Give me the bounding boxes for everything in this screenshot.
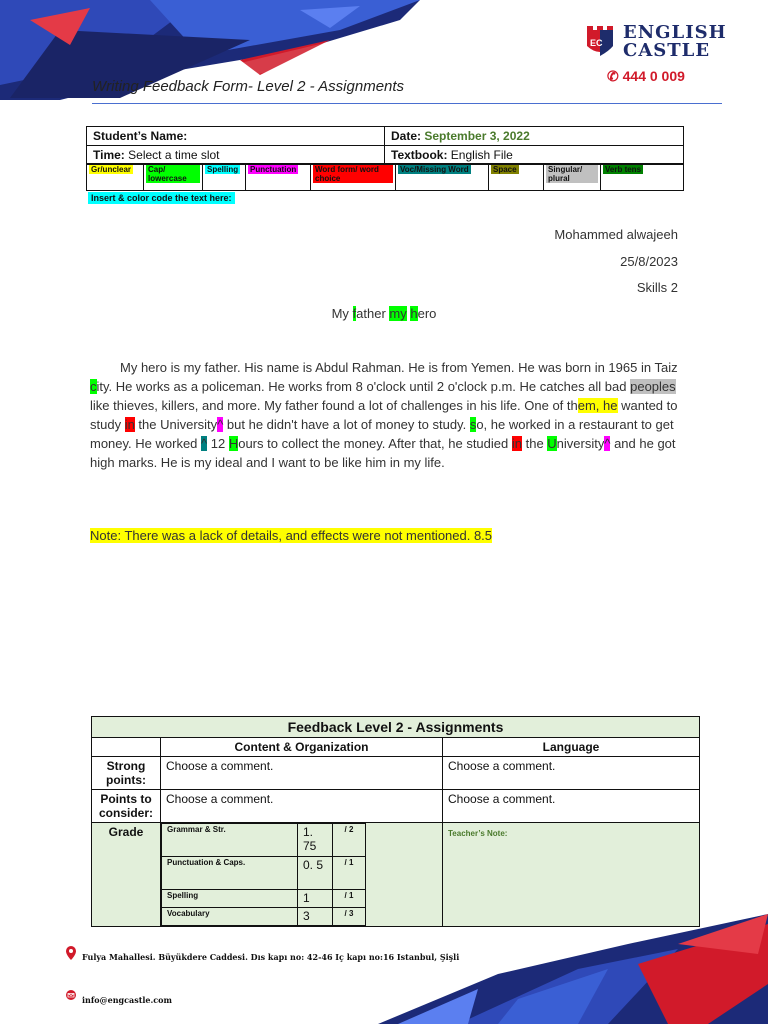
phone-number: ✆ 444 0 009: [607, 68, 685, 84]
consider-content-comment[interactable]: Choose a comment.: [161, 790, 443, 823]
essay-paragraph[interactable]: My hero is my father. His name is Abdul Rahman. He is from Yemen. He was born in 1965 in Taiz city. He works as a policeman. He works from 8 o'clock until 2 o'clock p.m. He catches all bad peoples like thieves, killers, and more. My father found a lot of challenges in his life. One of them, he wanted to study in the University^ but he didn't have a lot of money to study. so, he worked in a restaurant to get money. He worked ^ 12 Hours to collect the money. After that, he studied in the University^ and he got high marks. He is my ideal and I want to be like him in my life.: [90, 360, 678, 470]
header-divider: [92, 103, 722, 104]
logo-letters: EC: [590, 38, 603, 48]
grade-category: Vocabulary: [162, 908, 298, 926]
grade-breakdown: [161, 823, 443, 927]
legend-item: Singular/ plural: [544, 164, 601, 191]
legend-item: Verb tens: [601, 164, 684, 191]
consider-language-comment[interactable]: Choose a comment.: [443, 790, 700, 823]
brand-name-line2: CASTLE: [623, 40, 711, 61]
textbook-cell: Textbook: English File: [385, 146, 684, 165]
grade-score[interactable]: 3: [298, 908, 333, 926]
grade-score[interactable]: 1. 75: [298, 824, 333, 857]
legend-item: Voc/Missing Word: [396, 164, 489, 191]
date-cell[interactable]: Date: September 3, 2022: [385, 127, 684, 146]
location-pin-icon: [66, 946, 76, 960]
feedback-title: Feedback Level 2 - Assignments: [92, 717, 700, 738]
grade-category: Grammar & Str.: [162, 824, 298, 857]
legend-item: Gr/unclear: [87, 164, 144, 191]
footer-address: Fulya Mahallesi. Büyükdere Caddesi. Dıs kapı no: 42-46 Iç kapı no:16 Istanbul, Şişli: [82, 952, 460, 962]
time-slot-select: Select a time slot: [128, 148, 220, 162]
teacher-note-label: Teacher’s Note:: [448, 829, 508, 838]
blank-cell: [92, 738, 161, 757]
brand-name-line1: ENGLISH: [623, 22, 727, 43]
footer-banner-art: [378, 914, 768, 1024]
strong-points-label: Strong points:: [92, 757, 161, 790]
legend-item: Punctuation: [246, 164, 311, 191]
grade-score[interactable]: 1: [298, 890, 333, 908]
grade-max: / 2: [333, 824, 366, 857]
essay-title: My father my hero: [331, 306, 437, 321]
grade-max: / 1: [333, 890, 366, 908]
language-header: Language: [443, 738, 700, 757]
form-title: Writing Feedback Form- Level 2 - Assignments: [92, 78, 405, 95]
email-icon: [66, 990, 76, 1000]
strong-language-comment[interactable]: Choose a comment.: [443, 757, 700, 790]
essay-date: 25/8/2023: [620, 254, 678, 269]
teacher-note-cell[interactable]: [443, 823, 700, 927]
color-code-legend: [86, 163, 684, 191]
content-organization-header: Content & Organization: [161, 738, 443, 757]
student-info-table: [86, 126, 684, 165]
time-cell[interactable]: Time: Select a time slot: [87, 146, 385, 165]
grade-max: / 1: [333, 857, 366, 890]
legend-item: Word form/ word choice: [311, 164, 396, 191]
grade-label: Grade: [92, 823, 161, 927]
footer-email[interactable]: info@engcastle.com: [82, 995, 172, 1005]
feedback-table: [91, 716, 700, 927]
teacher-note: Note: There was a lack of details, and effects were not mentioned. 8.5: [90, 528, 493, 543]
grade-max: / 3: [333, 908, 366, 926]
author-name: Mohammed alwajeeh: [554, 227, 678, 242]
course-name: Skills 2: [636, 280, 678, 295]
legend-item: Cap/ lowercase: [144, 164, 203, 191]
castle-logo-icon: [585, 24, 615, 58]
student-name-cell[interactable]: Student’s Name:: [87, 127, 385, 146]
grade-score[interactable]: 0. 5: [298, 857, 333, 890]
insert-text-instruction: Insert & color code the text here:: [88, 192, 235, 204]
date-value: September 3, 2022: [424, 129, 530, 143]
strong-content-comment[interactable]: Choose a comment.: [161, 757, 443, 790]
legend-item: Space: [489, 164, 544, 191]
brand-logo: [585, 22, 725, 62]
grade-category: Spelling: [162, 890, 298, 908]
points-to-consider-label: Points to consider:: [92, 790, 161, 823]
phone-icon: ✆: [607, 68, 623, 84]
grade-category: Punctuation & Caps.: [162, 857, 298, 890]
legend-item: Spelling: [203, 164, 246, 191]
